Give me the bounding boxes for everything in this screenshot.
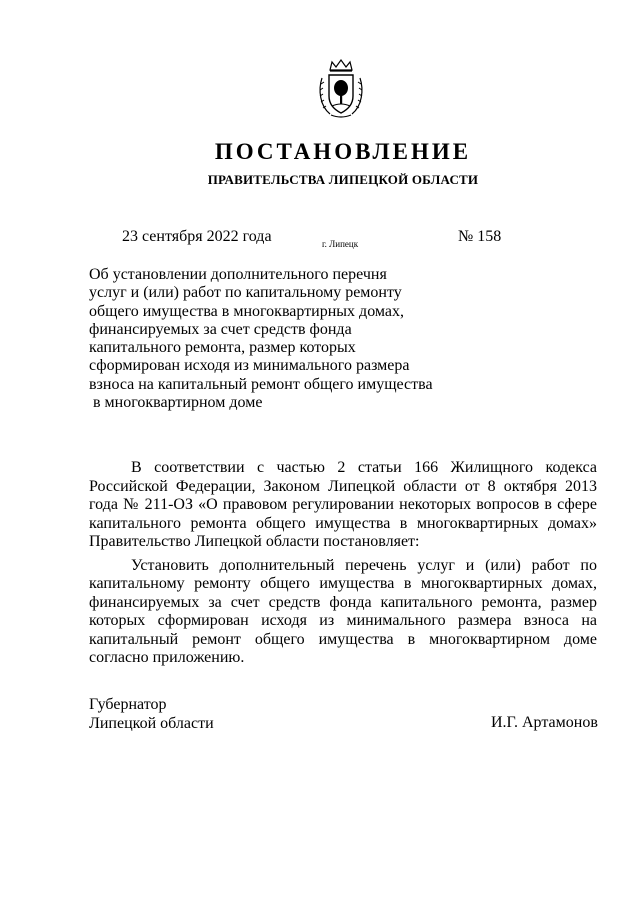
body-paragraph-preamble: В соответствии с частью 2 статьи 166 Жилищного кодекса Российской Федерации, Законом Липецкой области от 8 октября 2013 года № 211-ОЗ «О правовом регулировании некоторых вопросов в сфере капитального ремонта общего имущества в многоквартирных домах» Правительство Липецкой области постановляет: (89, 459, 597, 550)
document-subject (89, 266, 433, 412)
subject-line: финансируемых за счет средств фонда (89, 320, 352, 338)
subject-line: капитального ремонта, размер которых (89, 339, 356, 357)
issuing-authority: ПРАВИТЕЛЬСТВА ЛИПЕЦКОЙ ОБЛАСТИ (207, 172, 479, 187)
document-number: № 158 (458, 228, 502, 245)
subject-line: сформирован исходя из минимального размера (89, 357, 410, 375)
coat-of-arms-icon (316, 58, 366, 120)
document-body (89, 459, 597, 668)
subject-line: общего имущества в многоквартирных домах, (89, 302, 405, 320)
subject-line: взноса на капитальный ремонт общего имущества (89, 375, 433, 393)
document-date: 23 сентября 2022 года (122, 228, 272, 245)
body-paragraph-resolution: Установить дополнительный перечень услуг и (или) работ по капитальному ремонту общего имущества в многоквартирных домах, финансируемых за счет средств фонда капитального ремонта, размер которых сформирован исходя из минимального размера взноса на капитальный ремонт общего имущества в многоквартирном доме согласно приложению. (89, 556, 597, 666)
signatory-position-line: Липецкой области (89, 715, 214, 732)
signatory-name: И.Г. Артамонов (491, 714, 598, 731)
signatory-position (89, 695, 214, 733)
subject-line: в многоквартирном доме (89, 394, 263, 412)
signatory-position-line: Губернатор (89, 696, 167, 713)
subject-line: услуг и (или) работ по капитальному ремонту (89, 284, 402, 302)
subject-line: Об установлении дополнительного перечня (89, 266, 387, 283)
document-title: ПОСТАНОВЛЕНИЕ (214, 139, 472, 164)
document-place: г. Липецк (322, 239, 359, 249)
